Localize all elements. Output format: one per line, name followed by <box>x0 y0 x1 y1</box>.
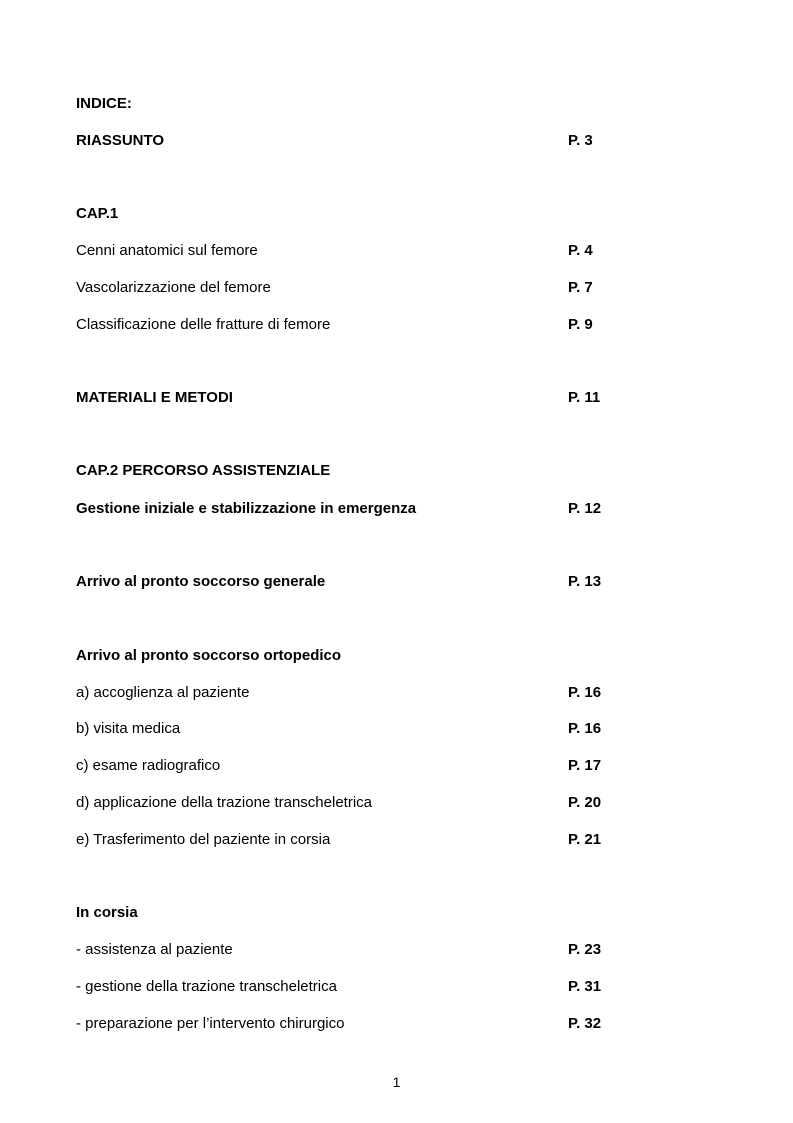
toc-entry-label: c) esame radiografico <box>76 757 221 774</box>
toc-entry-label: e) Trasferimento del paziente in corsia <box>76 831 331 848</box>
index-title-text: INDICE: <box>76 95 132 112</box>
toc-entry-label: - gestione della trazione transcheletrica <box>76 978 337 995</box>
toc-heading-text: In corsia <box>76 904 138 921</box>
toc-entry-page: P. 3 <box>568 132 593 149</box>
toc-entry <box>76 719 636 739</box>
toc-entry-label: d) applicazione della trazione transcheletrica <box>76 794 373 811</box>
toc-entry <box>76 315 636 335</box>
toc-entry-page: P. 16 <box>568 684 602 701</box>
toc-heading-text: CAP.1 <box>76 205 119 222</box>
toc-heading-arrivo-ortopedico <box>76 646 636 666</box>
toc-entry <box>76 830 636 850</box>
toc-entry-materiali <box>76 388 636 408</box>
toc-entry-label: Classificazione delle fratture di femore <box>76 316 331 333</box>
toc-entry-label: RIASSUNTO <box>76 132 165 149</box>
toc-heading-in-corsia <box>76 903 636 923</box>
toc-entry-label: Arrivo al pronto soccorso generale <box>76 573 326 590</box>
toc-entry <box>76 278 636 298</box>
toc-entry-label: Gestione iniziale e stabilizzazione in emergenza <box>76 500 417 517</box>
toc-entry-page: P. 32 <box>568 1015 602 1032</box>
toc-entry-page: P. 13 <box>568 573 602 590</box>
toc-heading-text: CAP.2 PERCORSO ASSISTENZIALE <box>76 462 331 479</box>
toc-heading-text: Arrivo al pronto soccorso ortopedico <box>76 647 342 664</box>
toc-entry <box>76 756 636 776</box>
toc-entry-label: Cenni anatomici sul femore <box>76 242 258 259</box>
toc-entry-page: P. 7 <box>568 279 593 296</box>
toc-entry-label: - preparazione per l’intervento chirurgico <box>76 1015 345 1032</box>
toc-entry-label: - assistenza al paziente <box>76 941 233 958</box>
toc-entry-gestione <box>76 499 636 519</box>
toc-entry <box>76 793 636 813</box>
toc-heading-cap2 <box>76 461 636 481</box>
toc-entry-page: P. 20 <box>568 794 602 811</box>
toc-entry-page: P. 4 <box>568 242 593 259</box>
toc-entry-page: P. 16 <box>568 720 602 737</box>
toc-entry-page: P. 12 <box>568 500 602 517</box>
toc-entry-riassunto <box>76 131 636 151</box>
toc-entry-page: P. 23 <box>568 941 602 958</box>
toc-entry <box>76 683 636 703</box>
toc-heading-cap1 <box>76 204 636 224</box>
toc-entry-label: a) accoglienza al paziente <box>76 684 250 701</box>
page-number: 1 <box>392 1074 401 1090</box>
toc-entry-page: P. 31 <box>568 978 602 995</box>
toc-entry-page: P. 17 <box>568 757 602 774</box>
toc-entry <box>76 1014 636 1034</box>
toc-entry-page: P. 11 <box>568 389 601 406</box>
toc-entry <box>76 241 636 261</box>
toc-entry-label: MATERIALI E METODI <box>76 389 233 406</box>
toc-entry-label: Vascolarizzazione del femore <box>76 279 271 296</box>
toc-entry-page: P. 21 <box>568 831 602 848</box>
toc-entry-label: b) visita medica <box>76 720 181 737</box>
toc-entry-page: P. 9 <box>568 316 593 333</box>
toc-entry-arrivo-generale <box>76 572 636 592</box>
toc-entry <box>76 977 636 997</box>
index-title <box>76 94 636 114</box>
toc-entry <box>76 940 636 960</box>
